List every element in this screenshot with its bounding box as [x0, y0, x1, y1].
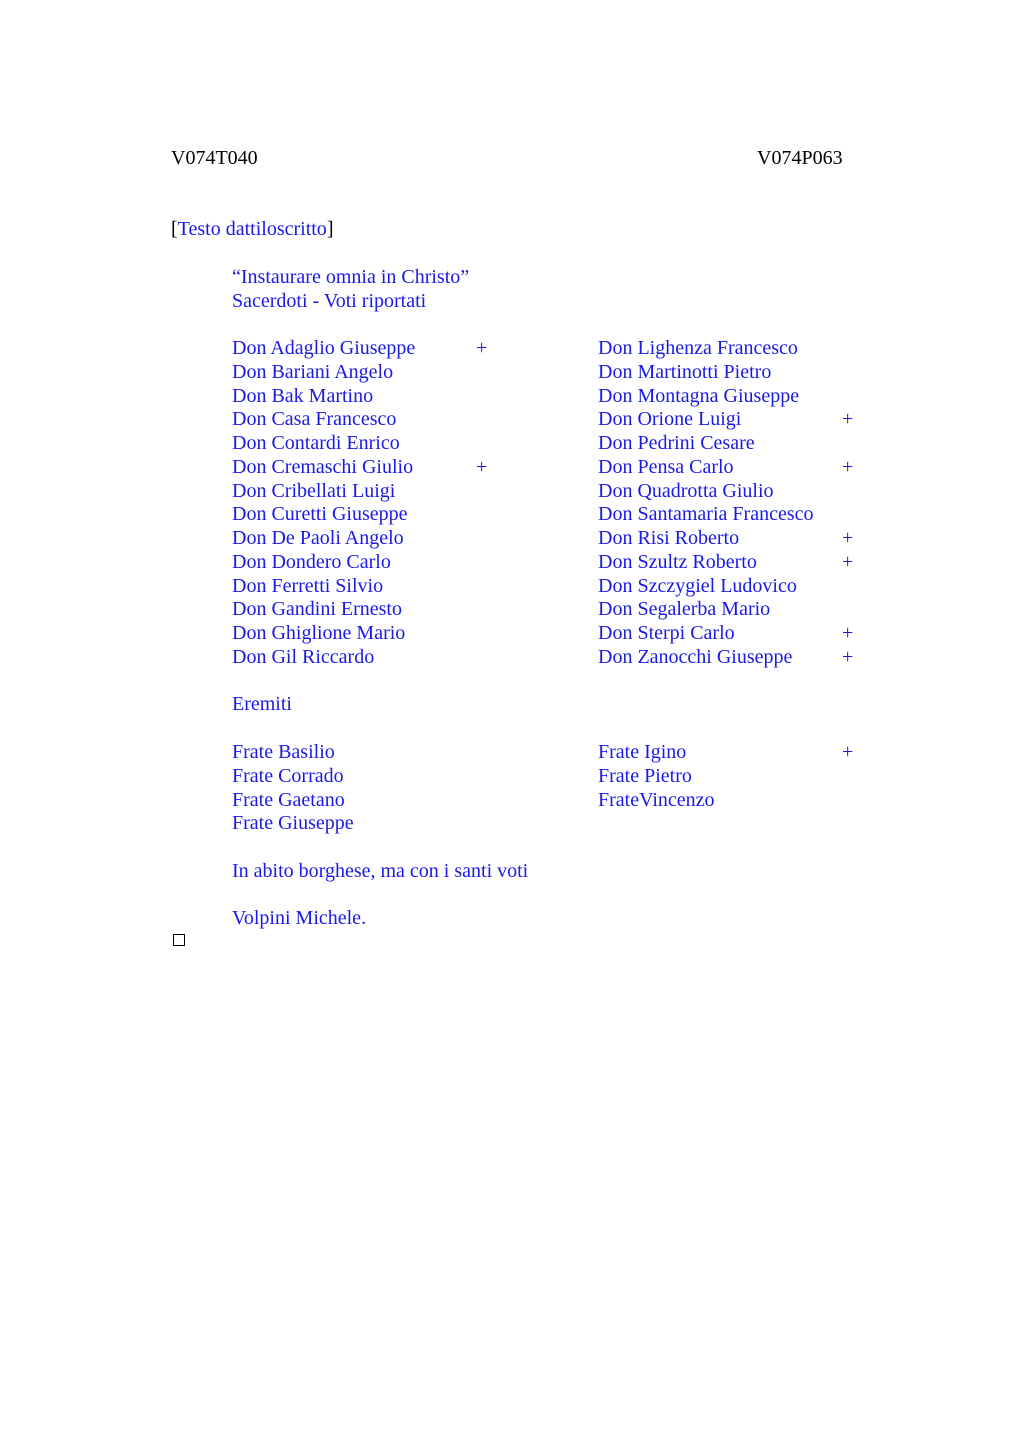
- list-item: [598, 621, 878, 645]
- person-name: Don Santamaria Francesco: [598, 503, 814, 526]
- list-item: [598, 526, 878, 550]
- list-item: [232, 764, 512, 788]
- list-item: [598, 336, 878, 360]
- list-item: [598, 597, 878, 621]
- list-item: [598, 407, 878, 431]
- person-name: Don Orione Luigi: [598, 408, 742, 431]
- list-item: [232, 479, 512, 503]
- priests-list-left: [232, 336, 512, 669]
- list-item: [598, 455, 878, 479]
- deceased-cross-icon: +: [842, 455, 854, 478]
- list-item: [232, 455, 512, 479]
- person-name: Don Sterpi Carlo: [598, 622, 735, 645]
- person-name: Don Ferretti Silvio: [232, 574, 384, 597]
- person-name: Don Montagna Giuseppe: [598, 384, 800, 407]
- list-item: [598, 431, 878, 455]
- document-title: “Instaurare omnia in Christo”: [232, 266, 470, 288]
- deceased-cross-icon: +: [476, 455, 488, 478]
- list-item: [598, 764, 878, 788]
- document-subtitle: Sacerdoti - Voti riportati: [232, 290, 427, 312]
- person-name: Frate Basilio: [232, 741, 335, 763]
- person-name: Frate Corrado: [232, 764, 344, 787]
- person-name: Don Martinotti Pietro: [598, 360, 772, 383]
- list-item: [232, 788, 512, 812]
- person-name: Don Bariani Angelo: [232, 360, 394, 383]
- person-name: Don De Paoli Angelo: [232, 527, 404, 550]
- person-name: Frate Giuseppe: [232, 812, 354, 835]
- person-name: Don Segalerba Mario: [598, 598, 771, 621]
- list-item: [232, 740, 512, 764]
- person-name: Frate Pietro: [598, 764, 692, 787]
- person-name: Don Risi Roberto: [598, 527, 740, 550]
- person-name: Don Casa Francesco: [232, 408, 397, 431]
- person-name: Don Szczygiel Ludovico: [598, 574, 797, 597]
- eremiti-list-right: [598, 740, 878, 811]
- document-code-left: V074T040: [171, 147, 258, 169]
- priests-list-right: [598, 336, 878, 669]
- person-name: Don Quadrotta Giulio: [598, 479, 774, 502]
- list-item: [232, 811, 512, 835]
- list-item: [232, 574, 512, 598]
- person-name: Frate Igino: [598, 741, 687, 763]
- person-name: Don Contardi Enrico: [232, 432, 400, 455]
- document-code-right: V074P063: [757, 147, 843, 169]
- list-item: [232, 526, 512, 550]
- person-name: Don Dondero Carlo: [232, 550, 391, 573]
- list-item: [232, 597, 512, 621]
- person-name: FrateVincenzo: [598, 788, 715, 811]
- list-item: [232, 407, 512, 431]
- person-name: Don Gandini Ernesto: [232, 598, 402, 621]
- deceased-cross-icon: +: [842, 622, 854, 645]
- list-item: [232, 645, 512, 669]
- list-item: [598, 550, 878, 574]
- list-item: [598, 502, 878, 526]
- person-name: Don Gil Riccardo: [232, 645, 375, 668]
- person-name: Don Zanocchi Giuseppe: [598, 645, 793, 668]
- person-name: Frate Gaetano: [232, 788, 345, 811]
- eremiti-heading: Eremiti: [232, 693, 292, 715]
- list-item: [232, 360, 512, 384]
- person-name: Don Pensa Carlo: [598, 455, 734, 478]
- deceased-cross-icon: +: [842, 408, 854, 431]
- end-of-document-box-icon: [173, 934, 185, 946]
- person-name: Don Adaglio Giuseppe: [232, 337, 416, 359]
- source-note: [171, 217, 333, 241]
- deceased-cross-icon: +: [842, 645, 854, 668]
- person-name: Don Lighenza Francesco: [598, 337, 798, 359]
- list-item: [598, 740, 878, 764]
- borghese-name: Volpini Michele.: [232, 907, 367, 929]
- borghese-heading: In abito borghese, ma con i santi voti: [232, 860, 529, 882]
- deceased-cross-icon: +: [476, 337, 488, 359]
- person-name: Don Szultz Roberto: [598, 550, 757, 573]
- list-item: [598, 645, 878, 669]
- person-name: Don Bak Martino: [232, 384, 374, 407]
- deceased-cross-icon: +: [842, 741, 854, 763]
- person-name: Don Pedrini Cesare: [598, 432, 755, 455]
- person-name: Don Ghiglione Mario: [232, 622, 406, 645]
- source-note-close-bracket: ]: [326, 218, 334, 240]
- person-name: Don Cribellati Luigi: [232, 479, 396, 502]
- person-name: Don Curetti Giuseppe: [232, 503, 408, 526]
- list-item: [598, 788, 878, 812]
- list-item: [232, 502, 512, 526]
- deceased-cross-icon: +: [842, 527, 854, 550]
- person-name: Don Cremaschi Giulio: [232, 455, 414, 478]
- deceased-cross-icon: +: [842, 550, 854, 573]
- list-item: [598, 384, 878, 408]
- source-note-open-bracket: [: [171, 218, 178, 240]
- eremiti-list-left: [232, 740, 512, 835]
- source-note-text: Testo dattiloscritto: [177, 218, 327, 240]
- list-item: [598, 360, 878, 384]
- list-item: [232, 336, 512, 360]
- list-item: [598, 479, 878, 503]
- list-item: [232, 384, 512, 408]
- list-item: [232, 431, 512, 455]
- list-item: [598, 574, 878, 598]
- list-item: [232, 550, 512, 574]
- list-item: [232, 621, 512, 645]
